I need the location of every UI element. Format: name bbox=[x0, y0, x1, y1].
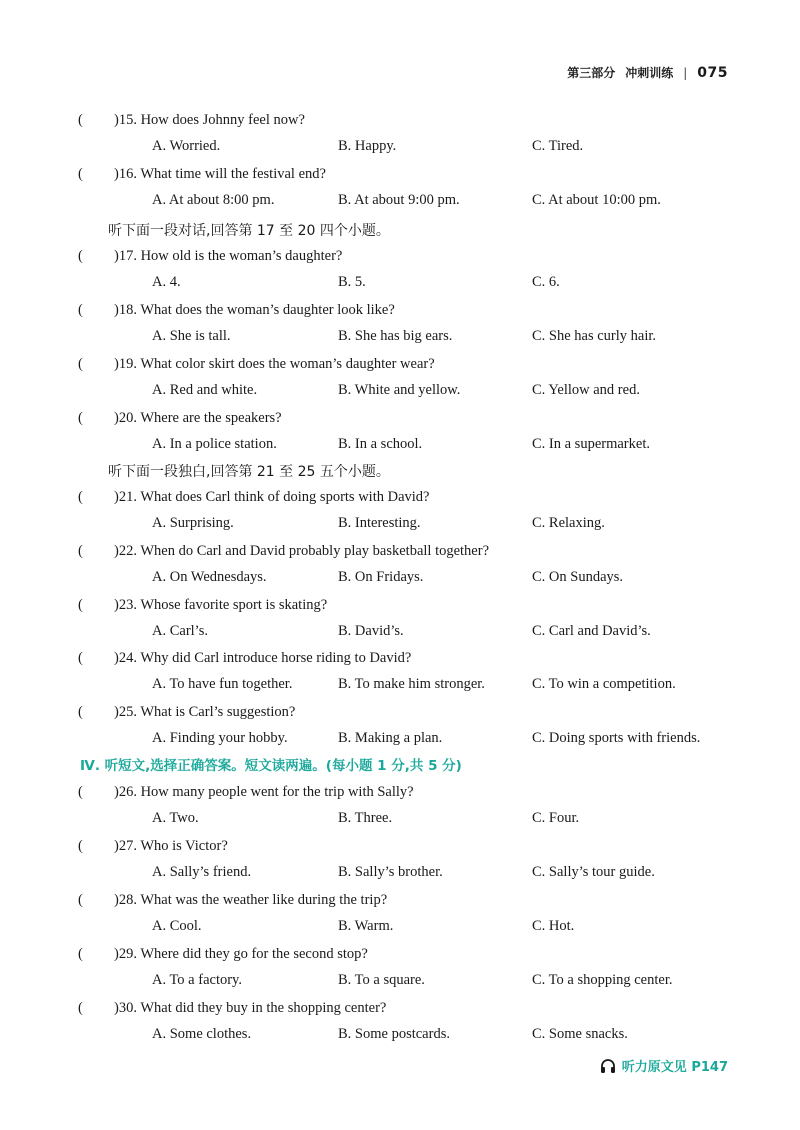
question-text: )17. How old is the woman’s daughter? bbox=[114, 248, 343, 264]
option-b: B. In a school. bbox=[338, 436, 423, 452]
option-c: C. Yellow and red. bbox=[532, 382, 640, 398]
option-b: B. Warm. bbox=[338, 918, 394, 934]
question-text: )25. What is Carl’s suggestion? bbox=[114, 704, 296, 720]
question-text: )20. Where are the speakers? bbox=[114, 410, 282, 426]
option-a: A. In a police station. bbox=[152, 436, 277, 452]
question-text: )29. Where did they go for the second stop? bbox=[114, 946, 368, 962]
option-b: B. White and yellow. bbox=[338, 382, 461, 398]
question-text: )15. How does Johnny feel now? bbox=[114, 112, 305, 128]
answer-blank[interactable]: ( bbox=[78, 784, 83, 800]
question-text: )30. What did they buy in the shopping center? bbox=[114, 1000, 387, 1016]
question-20 bbox=[72, 406, 752, 456]
option-a: A. To have fun together. bbox=[152, 676, 293, 692]
question-28 bbox=[72, 888, 752, 938]
instruction-17-20: 听下面一段对话,回答第 17 至 20 四个小题。 bbox=[108, 223, 390, 239]
option-a: A. Cool. bbox=[152, 918, 202, 934]
option-a: A. Some clothes. bbox=[152, 1026, 252, 1042]
option-b: B. Three. bbox=[338, 810, 393, 826]
answer-blank[interactable]: ( bbox=[78, 112, 83, 128]
option-a: A. Finding your hobby. bbox=[152, 730, 288, 746]
option-c: C. At about 10:00 pm. bbox=[532, 192, 661, 208]
option-a: A. Two. bbox=[152, 810, 199, 826]
page-number: 075 bbox=[697, 64, 728, 81]
question-text: )21. What does Carl think of doing sports with David? bbox=[114, 489, 430, 505]
option-b: B. Making a plan. bbox=[338, 730, 443, 746]
option-b: B. At about 9:00 pm. bbox=[338, 192, 460, 208]
option-a: A. Red and white. bbox=[152, 382, 258, 398]
answer-blank[interactable]: ( bbox=[78, 248, 83, 264]
question-25 bbox=[72, 700, 752, 750]
option-b: B. To a square. bbox=[338, 972, 425, 988]
question-30 bbox=[72, 996, 752, 1046]
option-b: B. She has big ears. bbox=[338, 328, 453, 344]
answer-blank[interactable]: ( bbox=[78, 356, 83, 372]
option-a: A. To a factory. bbox=[152, 972, 242, 988]
option-c: C. In a supermarket. bbox=[532, 436, 650, 452]
option-c: C. Four. bbox=[532, 810, 580, 826]
answer-blank[interactable]: ( bbox=[78, 838, 83, 854]
option-c: C. Doing sports with friends. bbox=[532, 730, 701, 746]
question-text: )22. When do Carl and David probably play basketball together? bbox=[114, 543, 490, 559]
instruction-21-25: 听下面一段独白,回答第 21 至 25 五个小题。 bbox=[108, 464, 390, 480]
option-c: C. To win a competition. bbox=[532, 676, 676, 692]
option-a: A. At about 8:00 pm. bbox=[152, 192, 275, 208]
question-text: )26. How many people went for the trip with Sally? bbox=[114, 784, 414, 800]
option-b: B. To make him stronger. bbox=[338, 676, 485, 692]
option-b: B. Some postcards. bbox=[338, 1026, 450, 1042]
option-b: B. Sally’s brother. bbox=[338, 864, 443, 880]
answer-blank[interactable]: ( bbox=[78, 597, 83, 613]
option-b: B. 5. bbox=[338, 274, 366, 290]
answer-blank[interactable]: ( bbox=[78, 650, 83, 666]
answer-blank[interactable]: ( bbox=[78, 166, 83, 182]
header-title: 冲刺训练 bbox=[625, 66, 674, 80]
question-text: )16. What time will the festival end? bbox=[114, 166, 326, 182]
question-17 bbox=[72, 244, 752, 294]
question-24 bbox=[72, 646, 752, 696]
answer-blank[interactable]: ( bbox=[78, 543, 83, 559]
option-a: A. She is tall. bbox=[152, 328, 231, 344]
question-19 bbox=[72, 352, 752, 402]
option-c: C. Tired. bbox=[532, 138, 584, 154]
listening-script-reference[interactable] bbox=[600, 1056, 728, 1075]
question-21 bbox=[72, 485, 752, 535]
question-15 bbox=[72, 108, 752, 158]
option-c: C. Relaxing. bbox=[532, 515, 605, 531]
question-23 bbox=[72, 593, 752, 643]
option-c: C. Sally’s tour guide. bbox=[532, 864, 655, 880]
question-text: )27. Who is Victor? bbox=[114, 838, 228, 854]
question-text: )19. What color skirt does the woman’s daughter wear? bbox=[114, 356, 435, 372]
option-c: C. On Sundays. bbox=[532, 569, 624, 585]
question-16 bbox=[72, 162, 752, 212]
question-text: )23. Whose favorite sport is skating? bbox=[114, 597, 328, 613]
option-a: A. 4. bbox=[152, 274, 181, 290]
section-4-heading: Ⅳ. 听短文,选择正确答案。短文读两遍。(每小题 1 分,共 5 分) bbox=[80, 758, 462, 774]
option-b: B. On Fridays. bbox=[338, 569, 424, 585]
answer-blank[interactable]: ( bbox=[78, 892, 83, 908]
header-separator: | bbox=[683, 65, 688, 80]
question-29 bbox=[72, 942, 752, 992]
option-a: A. On Wednesdays. bbox=[152, 569, 267, 585]
page-header bbox=[567, 64, 728, 81]
header-section: 第三部分 bbox=[567, 66, 616, 80]
option-a: A. Carl’s. bbox=[152, 623, 208, 639]
option-a: A. Worried. bbox=[152, 138, 221, 154]
question-26 bbox=[72, 780, 752, 830]
option-c: C. She has curly hair. bbox=[532, 328, 657, 344]
answer-blank[interactable]: ( bbox=[78, 410, 83, 426]
option-b: B. Happy. bbox=[338, 138, 397, 154]
answer-blank[interactable]: ( bbox=[78, 1000, 83, 1016]
option-b: B. David’s. bbox=[338, 623, 404, 639]
option-b: B. Interesting. bbox=[338, 515, 421, 531]
footer-text: 听力原文见 P147 bbox=[621, 1060, 728, 1075]
answer-blank[interactable]: ( bbox=[78, 946, 83, 962]
option-a: A. Surprising. bbox=[152, 515, 234, 531]
option-c: C. 6. bbox=[532, 274, 560, 290]
option-c: C. To a shopping center. bbox=[532, 972, 673, 988]
answer-blank[interactable]: ( bbox=[78, 489, 83, 505]
question-22 bbox=[72, 539, 752, 589]
answer-blank[interactable]: ( bbox=[78, 302, 83, 318]
headphone-icon bbox=[600, 1058, 616, 1074]
option-c: C. Some snacks. bbox=[532, 1026, 628, 1042]
option-a: A. Sally’s friend. bbox=[152, 864, 252, 880]
option-c: C. Carl and David’s. bbox=[532, 623, 651, 639]
question-text: )18. What does the woman’s daughter look like? bbox=[114, 302, 395, 318]
question-27 bbox=[72, 834, 752, 884]
answer-blank[interactable]: ( bbox=[78, 704, 83, 720]
question-text: )24. Why did Carl introduce horse riding to David? bbox=[114, 650, 412, 666]
option-c: C. Hot. bbox=[532, 918, 575, 934]
question-text: )28. What was the weather like during the trip? bbox=[114, 892, 388, 908]
question-18 bbox=[72, 298, 752, 348]
